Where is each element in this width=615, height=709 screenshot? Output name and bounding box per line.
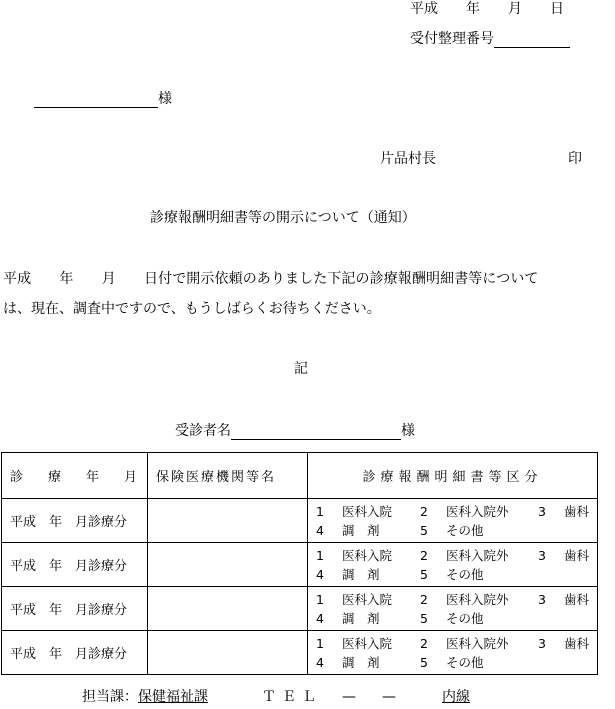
kubun-line-2: [316, 653, 589, 672]
kubun-line-2: [316, 565, 589, 584]
kubun-option: 調 剤: [342, 610, 380, 626]
tel-label: ＴＥＬ: [262, 689, 322, 705]
kubun-option: 医科入院外: [446, 503, 509, 519]
kubun-num: 5: [420, 610, 428, 626]
kubun-option: 歯科: [564, 635, 590, 651]
patient-name: [175, 422, 415, 440]
kubun-option: 医科入院: [342, 503, 393, 519]
header-institution: 保険医療機関等名: [148, 453, 308, 499]
header-kubun: 診療報酬明細書等区分: [308, 453, 598, 499]
addressee: [34, 90, 172, 108]
cell-institution[interactable]: [148, 587, 308, 631]
details-table: [1, 452, 598, 675]
date-line: 平成 年 月 日: [410, 1, 564, 17]
kubun-option: 医科入院外: [446, 591, 509, 607]
kubun-num: 3: [538, 635, 546, 651]
kubun-option: 歯科: [564, 547, 590, 563]
table-row: [2, 631, 598, 675]
receipt-number: [410, 30, 570, 48]
kubun-line-1: [316, 634, 589, 653]
tel-separator-1: —: [342, 689, 356, 705]
kubun-num: 2: [420, 591, 428, 607]
kubun-num: 3: [538, 547, 546, 563]
patient-suffix: 様: [401, 423, 415, 439]
receipt-number-label: 受付整理番号: [410, 31, 494, 47]
kubun-num: 1: [316, 635, 324, 651]
kubun-option: 調 剤: [342, 654, 380, 670]
cell-date: 平成 年 月診療分: [2, 631, 148, 675]
kubun-num: 4: [316, 610, 324, 626]
kubun-option: その他: [446, 566, 484, 582]
kubun-option: 医科入院外: [446, 547, 509, 563]
dept-label: 担当課：: [82, 689, 138, 705]
kubun-num: 4: [316, 654, 324, 670]
kubun-num: 2: [420, 503, 428, 519]
kubun-option: その他: [446, 654, 484, 670]
cell-institution[interactable]: [148, 499, 308, 543]
kubun-num: 1: [316, 547, 324, 563]
cell-kubun: [308, 587, 598, 631]
kubun-num: 2: [420, 547, 428, 563]
kubun-option: 医科入院: [342, 547, 393, 563]
kubun-num: 5: [420, 654, 428, 670]
kubun-num: 4: [316, 522, 324, 538]
kubun-option: 歯科: [564, 503, 590, 519]
kubun-num: 1: [316, 591, 324, 607]
kubun-num: 3: [538, 591, 546, 607]
kubun-option: 医科入院: [342, 591, 393, 607]
table-row: [2, 499, 598, 543]
kubun-line-1: [316, 590, 589, 609]
footer-contact: [82, 688, 502, 706]
patient-label: 受診者名: [175, 423, 231, 439]
extension-label: 内線: [442, 689, 470, 705]
patient-name-blank: [231, 423, 401, 440]
cell-date: 平成 年 月診療分: [2, 587, 148, 631]
kubun-num: 3: [538, 503, 546, 519]
table-row: [2, 543, 598, 587]
cell-institution[interactable]: [148, 543, 308, 587]
kubun-num: 4: [316, 566, 324, 582]
tel-separator-2: —: [382, 689, 396, 705]
kubun-option: 医科入院外: [446, 635, 509, 651]
cell-kubun: [308, 631, 598, 675]
kubun-option: 医科入院: [342, 635, 393, 651]
kubun-num: 5: [420, 522, 428, 538]
addressee-suffix: 様: [158, 91, 172, 107]
ki-heading: 記: [294, 361, 308, 377]
cell-kubun: [308, 543, 598, 587]
header-shinryo-nengetsu: 診 療 年 月: [2, 453, 148, 499]
kubun-option: 調 剤: [342, 522, 380, 538]
kubun-option: 調 剤: [342, 566, 380, 582]
kubun-line-2: [316, 609, 589, 628]
cell-institution[interactable]: [148, 631, 308, 675]
addressee-name-blank: [34, 91, 158, 108]
cell-date: 平成 年 月診療分: [2, 543, 148, 587]
body-line-2: は、現在、調査中ですので、もうしばらくお待ちください。: [3, 301, 381, 317]
cell-date: 平成 年 月診療分: [2, 499, 148, 543]
kubun-num: 5: [420, 566, 428, 582]
sender-title: 片品村長: [380, 151, 436, 167]
kubun-option: 歯科: [564, 591, 590, 607]
kubun-num: 2: [420, 635, 428, 651]
body-line-1: 平成 年 月 日付で開示依頼のありました下記の診療報酬明細書等について: [3, 271, 539, 287]
kubun-line-1: [316, 546, 589, 565]
kubun-line-1: [316, 502, 589, 521]
cell-kubun: [308, 499, 598, 543]
table-header-row: [2, 453, 598, 499]
dept-name: 保健福祉課: [138, 689, 208, 705]
kubun-line-2: [316, 521, 589, 540]
table-row: [2, 587, 598, 631]
receipt-number-blank: [494, 31, 570, 48]
seal-mark: 印: [568, 151, 582, 167]
document-title: 診療報酬明細書等の開示について（通知）: [150, 210, 416, 226]
kubun-option: その他: [446, 610, 484, 626]
kubun-option: その他: [446, 522, 484, 538]
kubun-num: 1: [316, 503, 324, 519]
